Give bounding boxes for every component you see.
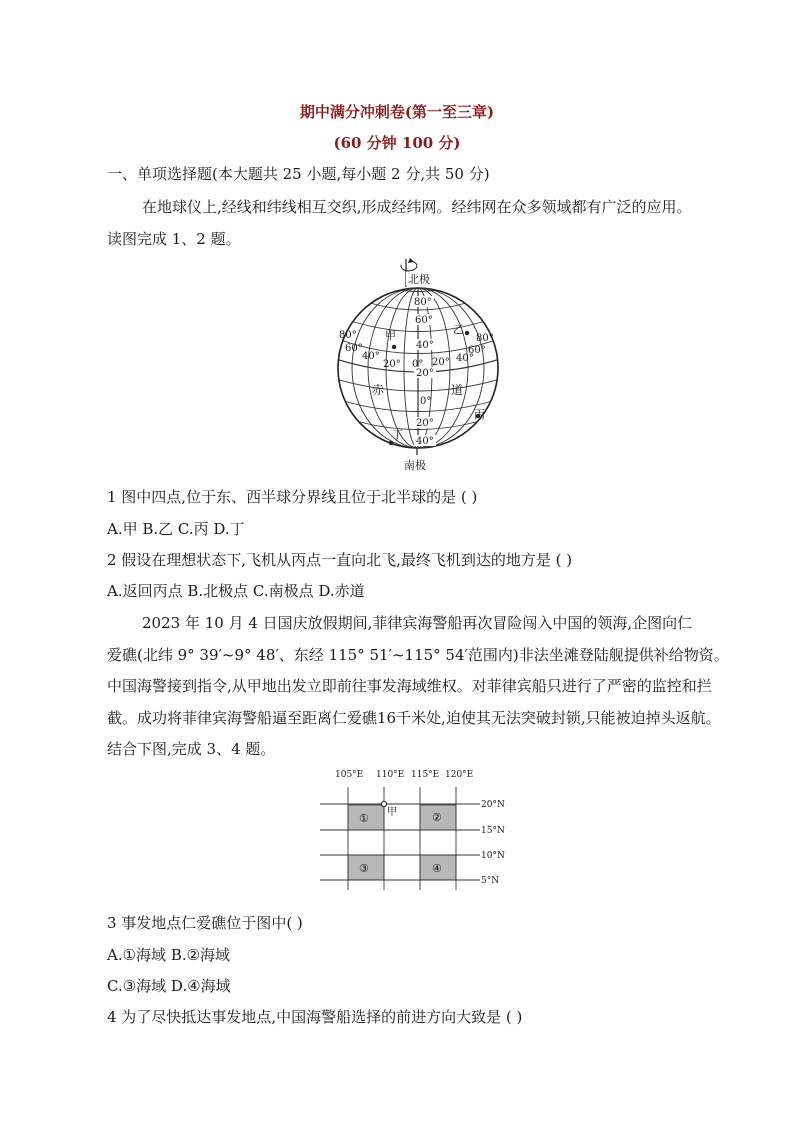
point-jia-marker [392,345,396,349]
passage-line: 爱礁(北纬 9° 39′~9° 48′、东经 115° 51′~115° 54′范围内)非法坐滩登陆舰提供补给物资。 [107,646,729,664]
passage-line: 结合下图,完成 3、4 题。 [107,740,276,758]
lat-label: 0° [420,396,432,407]
lon-label: 80° [476,333,494,344]
lat-label: 15°N [481,826,505,836]
north-pole-label: 北极 [408,273,430,286]
lon-label: 115°E [411,770,440,780]
question-3-options: A.①海域 B.②海域 [107,946,231,964]
section-heading: 一、单项选择题(本大题共 25 小题,每小题 2 分,共 50 分) [107,165,490,183]
question-1-stem: 1 图中四点,位于东、西半球分界线且位于北半球的是 ( ) [107,488,478,506]
lat-label: 40° [416,436,434,447]
intro-line: 在地球仪上,经线和纬线相互交织,形成经纬网。经纬网在众多领域都有广泛的应用。 [142,198,692,216]
lat-label: 20° [416,418,434,429]
lon-label: 40° [362,351,380,362]
cell-label-2: ② [432,811,442,824]
lon-label: 40° [456,353,474,364]
question-3-options: C.③海域 D.④海域 [107,977,231,995]
passage-line: 2023 年 10 月 4 日国庆放假期间,菲律宾海警船再次冒险闯入中国的领海,企图向仁 [142,614,693,632]
lon-label: 110°E [376,770,405,780]
page-subtitle: (60 分钟 100 分) [333,134,461,152]
point-ding-label: 丁 [392,428,403,441]
lon-label: 105°E [335,770,364,780]
lat-label: 5°N [481,876,500,886]
lon-label: 60° [345,343,363,354]
question-4-stem: 4 为了尽快抵达事发地点,中国海警船选择的前进方向大致是 ( ) [107,1008,523,1026]
lon-label: 60° [468,345,486,356]
lon-label: 20° [383,359,401,370]
point-yi-label: 乙 [453,323,464,336]
lat-label: 60° [415,315,433,326]
intro-line: 读图完成 1、2 题。 [107,230,241,248]
lat-label: 10°N [481,851,505,861]
lat-lon-grid-map [315,765,515,890]
point-jia-marker [381,801,386,806]
equator-label: 道 [451,383,464,397]
lon-label: 0° [412,359,424,370]
passage-line: 截。成功将菲律宾海警船逼至距离仁爱礁16千米处,迫使其无法突破封锁,只能被迫掉头返航。 [107,709,721,727]
lat-label: 40° [416,340,434,351]
point-yi-marker [465,331,469,335]
point-jia-label: 甲 [385,329,396,342]
cell-label-1: ① [359,812,369,825]
point-jia-label: 甲 [387,807,397,818]
point-ding-marker [389,441,393,445]
lat-label: 20°N [481,800,505,810]
lat-label: 80° [414,297,432,308]
south-pole-label: 南极 [404,459,426,472]
lat-label: 20° [416,368,434,379]
page-title: 期中满分冲刺卷(第一至三章) [299,103,495,121]
point-bing-label: 丙 [474,408,485,421]
cell-label-4: ④ [432,862,442,875]
lon-label: 120°E [445,770,474,780]
question-3-stem: 3 事发地点仁爱礁位于图中( ) [107,914,303,932]
passage-line: 中国海警接到指令,从甲地出发立即前往事发海域维权。对菲律宾船只进行了严密的监控和拦 [107,677,712,695]
lon-label: 80° [339,330,357,341]
cell-label-3: ③ [359,862,369,875]
question-2-options: A.返回丙点 B.北极点 C.南极点 D.赤道 [107,582,365,600]
globe-figure [320,255,520,477]
lon-label: 20° [432,357,450,368]
equator-label: 赤 [372,383,385,397]
question-2-stem: 2 假设在理想状态下,飞机从丙点一直向北飞,最终飞机到达的地方是 ( ) [107,551,573,569]
question-1-options: A.甲 B.乙 C.丙 D.丁 [107,520,245,538]
